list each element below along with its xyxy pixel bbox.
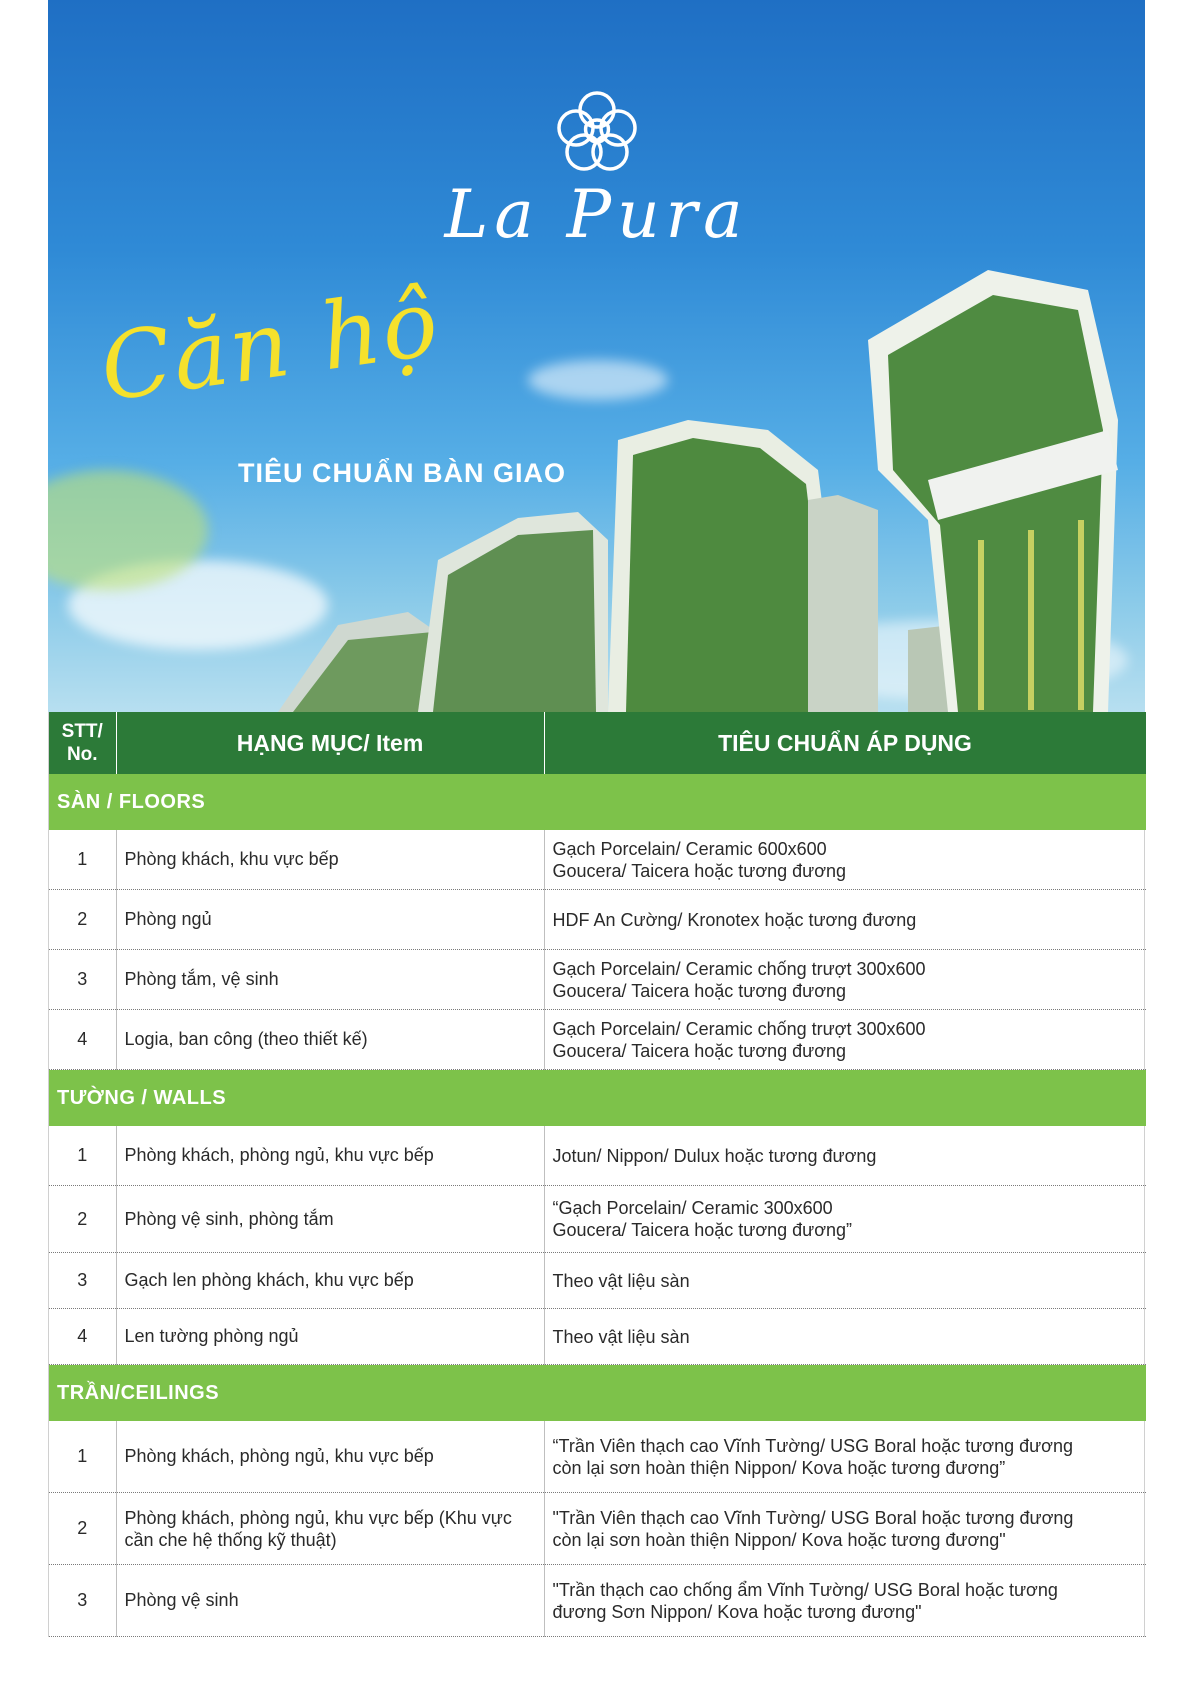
table-row — [49, 1493, 1146, 1565]
row-standard: HDF An Cường/ Kronotex hoặc tương đương — [544, 890, 1146, 950]
script-title: Căn hộ — [94, 268, 447, 423]
row-number: 1 — [49, 830, 116, 890]
table-row — [49, 830, 1146, 890]
row-number: 1 — [49, 1421, 116, 1493]
row-number: 3 — [49, 1565, 116, 1637]
row-standard: "Trần Viên thạch cao Vĩnh Tường/ USG Boral hoặc tương đương còn lại sơn hoàn thiện Nippon/ Kova hoặc tương đương" — [544, 1493, 1146, 1565]
row-number: 4 — [49, 1010, 116, 1070]
brand-wordmark: La Pura — [444, 176, 749, 253]
header-no: STT/ No. — [49, 712, 116, 774]
row-standard: Theo vật liệu sàn — [544, 1253, 1146, 1309]
header-item: HẠNG MỤC/ Item — [116, 712, 544, 774]
section-ceilings: TRẦN/CEILINGS — [49, 1365, 1146, 1422]
row-standard: Jotun/ Nippon/ Dulux hoặc tương đương — [544, 1126, 1146, 1186]
row-number: 2 — [49, 1493, 116, 1565]
row-item: Logia, ban công (theo thiết kế) — [116, 1010, 544, 1070]
table-row — [49, 1253, 1146, 1309]
row-standard: “Trần Viên thạch cao Vĩnh Tường/ USG Boral hoặc tương đương còn lại sơn hoàn thiện Nippon/ Kova hoặc tương đương” — [544, 1421, 1146, 1493]
table-row — [49, 1565, 1146, 1637]
row-item: Phòng khách, phòng ngủ, khu vực bếp — [116, 1126, 544, 1186]
row-item: Phòng tắm, vệ sinh — [116, 950, 544, 1010]
header-standard: TIÊU CHUẨN ÁP DỤNG — [544, 712, 1146, 774]
row-standard: Theo vật liệu sàn — [544, 1309, 1146, 1365]
row-item: Gạch len phòng khách, khu vực bếp — [116, 1253, 544, 1309]
row-standard: Gạch Porcelain/ Ceramic chống trượt 300x600 Goucera/ Taicera hoặc tương đương — [544, 950, 1146, 1010]
table-row — [49, 1309, 1146, 1365]
hero-banner — [48, 0, 1145, 712]
section-floors: SÀN / FLOORS — [49, 774, 1146, 830]
handover-standards-table — [48, 712, 1145, 1637]
row-item: Phòng vệ sinh — [116, 1565, 544, 1637]
row-standard: Gạch Porcelain/ Ceramic 600x600 Goucera/ Taicera hoặc tương đương — [544, 830, 1146, 890]
towers-illustration — [48, 0, 1145, 712]
row-standard: “Gạch Porcelain/ Ceramic 300x600 Goucera/ Taicera hoặc tương đương” — [544, 1186, 1146, 1253]
row-item: Phòng khách, khu vực bếp — [116, 830, 544, 890]
row-number: 1 — [49, 1126, 116, 1186]
row-standard: "Trần thạch cao chống ẩm Vĩnh Tường/ USG Boral hoặc tương đương Sơn Nippon/ Kova hoặc tương đương" — [544, 1565, 1146, 1637]
table-row — [49, 1010, 1146, 1070]
table-row — [49, 1421, 1146, 1493]
row-standard: Gạch Porcelain/ Ceramic chống trượt 300x600 Goucera/ Taicera hoặc tương đương — [544, 1010, 1146, 1070]
table-row — [49, 1126, 1146, 1186]
hero-subtitle: TIÊU CHUẨN BÀN GIAO — [238, 458, 566, 488]
row-number: 4 — [49, 1309, 116, 1365]
table-row — [49, 950, 1146, 1010]
row-number: 2 — [49, 890, 116, 950]
table-row — [49, 890, 1146, 950]
row-item: Len tường phòng ngủ — [116, 1309, 544, 1365]
row-item: Phòng vệ sinh, phòng tắm — [116, 1186, 544, 1253]
row-number: 3 — [49, 1253, 116, 1309]
row-number: 2 — [49, 1186, 116, 1253]
table-row — [49, 1186, 1146, 1253]
row-number: 3 — [49, 950, 116, 1010]
row-item: Phòng khách, phòng ngủ, khu vực bếp — [116, 1421, 544, 1493]
section-walls: TƯỜNG / WALLS — [49, 1070, 1146, 1127]
row-item: Phòng khách, phòng ngủ, khu vực bếp (Khu vực cần che hệ thống kỹ thuật) — [116, 1493, 544, 1565]
row-item: Phòng ngủ — [116, 890, 544, 950]
brochure-page — [48, 0, 1145, 1637]
